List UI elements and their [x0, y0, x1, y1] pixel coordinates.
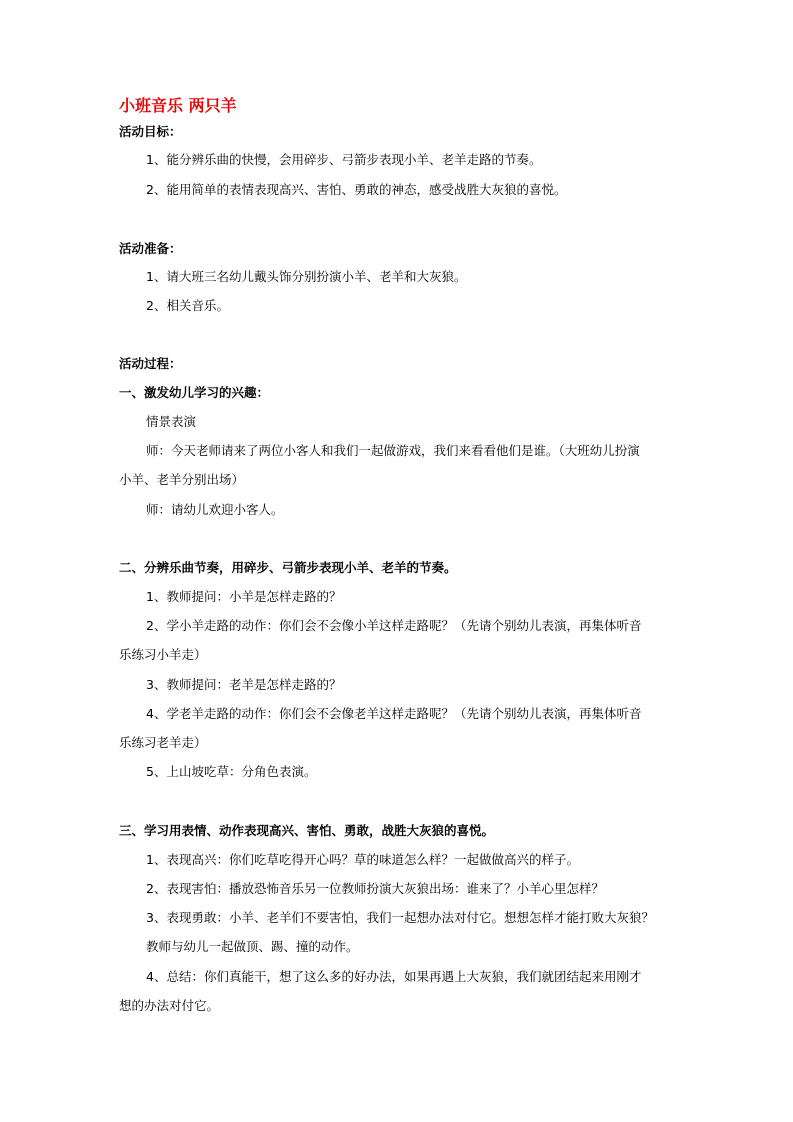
- section2-item: 3、教师提问：老羊是怎样走路的？: [146, 677, 342, 692]
- section3-item: 2、表现害怕：播放恐怖音乐另一位教师扮演大灰狼出场：谁来了？小羊心里怎样？: [146, 881, 604, 896]
- section1-text: 情景表演: [146, 414, 197, 429]
- section3-item: 教师与幼儿一起做顶、踢、撞的动作。: [146, 939, 359, 954]
- page-title: 小班音乐 两只羊: [119, 96, 237, 115]
- section1-text: 师：今天老师请来了两位小客人和我们一起做游戏，我们来看看他们是谁。（大班幼儿扮演: [146, 443, 640, 458]
- goal-item: 2、能用简单的表情表现高兴、害怕、勇敢的神态，感受战胜大灰狼的喜悦。: [146, 182, 567, 197]
- section3-item: 4、总结：你们真能干，想了这么多的好办法，如果再遇上大灰狼，我们就团结起来用刚才: [146, 969, 642, 984]
- section2-item: 乐练习老羊走）: [119, 735, 207, 750]
- section2-item: 2、学小羊走路的动作：你们会不会像小羊这样走路呢？（先请个别幼儿表演，再集体听音: [146, 618, 642, 633]
- prep-heading: 活动准备：: [119, 241, 182, 256]
- section2-item: 5、上山坡吃草：分角色表演。: [146, 764, 317, 779]
- section3-heading: 三、学习用表情、动作表现高兴、害怕、勇敢，战胜大灰狼的喜悦。: [119, 823, 495, 838]
- process-heading: 活动过程：: [119, 356, 182, 371]
- section1-text: 师：请幼儿欢迎小客人。: [146, 502, 284, 517]
- section2-item: 乐练习小羊走）: [119, 647, 207, 662]
- prep-item: 2、相关音乐。: [146, 298, 229, 313]
- section2-item: 4、学老羊走路的动作：你们会不会像老羊这样走路呢？（先请个别幼儿表演，再集体听音: [146, 706, 642, 721]
- section3-item: 1、表现高兴：你们吃草吃得开心吗？草的味道怎么样？一起做做高兴的样子。: [146, 852, 579, 867]
- section3-item: 想的办法对付它。: [119, 998, 220, 1013]
- section1-text: 小羊、老羊分别出场）: [119, 472, 245, 487]
- section1-heading: 一、激发幼儿学习的兴趣：: [119, 385, 270, 400]
- prep-item: 1、请大班三名幼儿戴头饰分别扮演小羊、老羊和大灰狼。: [146, 269, 467, 284]
- goals-heading: 活动目标：: [119, 124, 182, 139]
- section2-item: 1、教师提问：小羊是怎样走路的？: [146, 589, 342, 604]
- goal-item: 1、能分辨乐曲的快慢，会用碎步、弓箭步表现小羊、老羊走路的节奏。: [146, 152, 542, 167]
- section3-item: 3、表现勇敢：小羊、老羊们不要害怕，我们一起想办法对付它。想想怎样才能打败大灰狼？: [146, 910, 654, 925]
- section2-heading: 二、分辨乐曲节奏，用碎步、弓箭步表现小羊、老羊的节奏。: [119, 560, 457, 575]
